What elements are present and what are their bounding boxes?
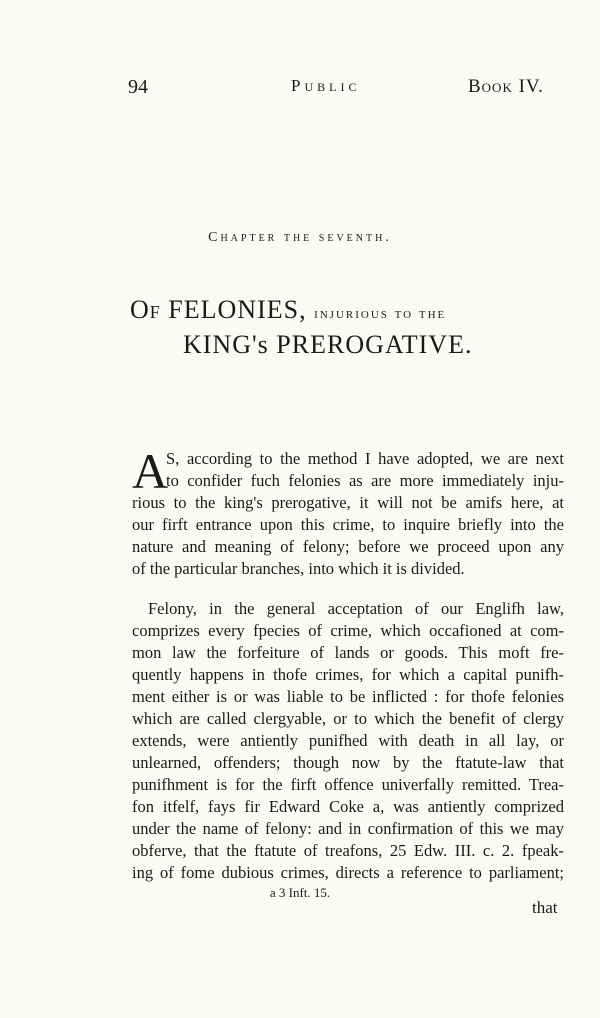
text-line: extends, were antiently punifhed with death in all lay, or [132,731,564,750]
text-line: rious to the king's prerogative, it will not be amifs here, at [132,493,564,512]
title-felonies: FELONIES, [168,295,307,324]
title-injurious: injurious to the [314,306,447,322]
text-line: ing of fome dubious crimes, directs a reference to parliament; [132,863,564,882]
text-line: to confider fuch felonies as are more immediately inju- [166,471,564,490]
chapter-heading: Chapter the seventh. [208,230,392,245]
text-line: unlearned, offenders; though now by the ftatute-law that [132,753,564,772]
title-line-2 [183,330,472,360]
running-title: Public [291,76,361,95]
book-label: Book IV. [468,76,544,97]
paragraph-1 [132,443,564,580]
title-line-1 [130,295,570,325]
text-line: quently happens in thofe crimes, for which a capital punifh- [132,665,564,684]
text-line: fon itfelf, fays fir Edward Coke a, was antiently comprized [132,797,564,816]
text-line: which are called clergyable, or to which the benefit of clergy [132,709,564,728]
text-line: of the particular branches, into which it is divided. [132,559,465,578]
text-line: obferve, that the ftatute of treafons, 25 Edw. III. c. 2. fpeak- [132,841,564,860]
text-line: S, according to the method I have adopted, we are next [166,449,564,468]
footnote: a 3 Inft. 15. [269,885,331,900]
page-number: 94 [128,76,148,98]
text-line: nature and meaning of felony; before we proceed upon any [132,537,564,556]
text-line: under the name of felony: and in confirmation of this we may [132,819,564,838]
title-kings: KING's [183,330,269,359]
title-prerogative: PREROGATIVE. [276,330,473,359]
drop-cap: A [132,443,169,499]
text-line: our firft entrance upon this crime, to inquire briefly into the [132,515,564,534]
text-line: punifhment is for the firft offence univerfally remitted. Trea- [132,775,564,794]
text-line: mon law the forfeiture of lands or goods. This moft fre- [132,643,564,662]
title-prefix: Of [130,295,161,324]
text-line: comprizes every fpecies of crime, which occafioned at com- [132,621,564,640]
catchword: that [532,898,558,917]
text-line: Felony, in the general acceptation of our Englifh law, [148,599,564,618]
text-line: ment either is or was liable to be inflicted : for thofe felonies [132,687,564,706]
paragraph-2 [132,598,564,884]
